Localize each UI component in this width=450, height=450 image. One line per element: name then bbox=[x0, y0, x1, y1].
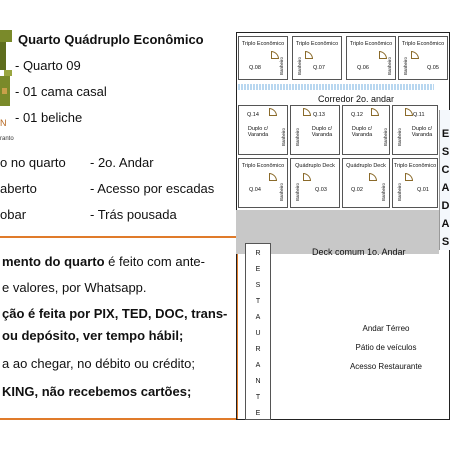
room-q11-bath: Banheiro bbox=[397, 128, 402, 147]
restaurant-letter: S bbox=[255, 282, 261, 289]
room-q06-name: Triplo Econômico bbox=[349, 41, 393, 47]
stairs-letter: S bbox=[441, 236, 450, 248]
door-icon bbox=[269, 108, 277, 116]
payment-line-5: a ao chegar, no débito ou crédito; bbox=[2, 356, 195, 371]
room-q03 bbox=[290, 158, 340, 208]
restaurant-letter: N bbox=[255, 378, 261, 385]
deck-label: Deck comum 1o. Andar bbox=[312, 247, 406, 257]
room-q08 bbox=[238, 36, 288, 80]
room-q02-name: Quádruplo Deck bbox=[346, 163, 386, 169]
payment-line-1-rest: é feito com ante- bbox=[104, 254, 205, 269]
room-q13 bbox=[290, 105, 340, 155]
payment-info-box bbox=[0, 236, 238, 420]
stairs-letter: D bbox=[441, 200, 450, 212]
restaurant-letter: R bbox=[255, 250, 261, 257]
stairs-letter: A bbox=[441, 182, 450, 194]
room-q06-bath: Banheiro bbox=[387, 57, 392, 76]
room-q04-name: Triplo Econômico bbox=[241, 163, 285, 169]
payment-line-3: ção é feita por PIX, TED, DOC, trans- bbox=[2, 306, 228, 321]
door-icon bbox=[305, 51, 313, 59]
stairs-letter: S bbox=[441, 146, 450, 158]
logo-letter: N bbox=[0, 118, 7, 128]
room-q04-bath: Banheiro bbox=[279, 183, 284, 202]
room-q11-number: Q.11 bbox=[413, 112, 425, 118]
restaurant-letter: A bbox=[255, 314, 261, 321]
room-q04-number: Q.04 bbox=[249, 187, 261, 193]
stairs-letter: E bbox=[441, 128, 450, 140]
feature-stairs-access: - Acesso por escadas bbox=[90, 181, 215, 196]
room-q05 bbox=[398, 36, 448, 80]
pousada-logo bbox=[0, 30, 14, 128]
door-icon bbox=[405, 173, 413, 181]
feature-left-3: obar bbox=[0, 207, 27, 222]
logo-tree-icon bbox=[0, 30, 14, 120]
room-q07-bath: Banheiro bbox=[297, 57, 302, 76]
room-q02-number: Q.02 bbox=[351, 187, 363, 193]
corridor-floor-strip bbox=[238, 84, 434, 90]
stairs-letter: C bbox=[441, 164, 450, 176]
logo-caption: ranto bbox=[0, 136, 14, 142]
restaurant-letter: T bbox=[255, 298, 261, 305]
restaurant-letter: A bbox=[255, 362, 261, 369]
room-q14 bbox=[238, 105, 288, 155]
door-icon bbox=[405, 108, 413, 116]
room-q05-bath: Banheiro bbox=[403, 57, 408, 76]
restaurant-access-label: Acesso Restaurante bbox=[349, 362, 423, 371]
ground-floor-label: Andar Térreo bbox=[362, 324, 410, 333]
door-icon bbox=[303, 173, 311, 181]
room-q02-bath: Banheiro bbox=[381, 183, 386, 202]
restaurant-box bbox=[245, 243, 271, 420]
room-q14-name: Duplo c/ Varanda bbox=[247, 126, 269, 138]
room-q12 bbox=[342, 105, 390, 155]
room-q03-bath: Banheiro bbox=[295, 183, 300, 202]
room-q13-number: Q.13 bbox=[313, 112, 325, 118]
room-title: Quarto Quádruplo Econômico bbox=[18, 32, 204, 47]
room-q08-bath: Banheiro bbox=[279, 57, 284, 76]
room-q14-bath: Banheiro bbox=[281, 128, 286, 147]
room-number-line: - Quarto 09 bbox=[15, 58, 81, 73]
room-q13-name: Duplo c/ Varanda bbox=[311, 126, 333, 138]
room-q06 bbox=[346, 36, 396, 80]
restaurant-letter: E bbox=[255, 266, 261, 273]
room-q08-name: Triplo Econômico bbox=[241, 41, 285, 47]
room-q01-name: Triplo Econômico bbox=[393, 163, 437, 169]
door-icon bbox=[369, 173, 377, 181]
room-q02 bbox=[342, 158, 390, 208]
payment-line-4: ou depósito, ver tempo hábil; bbox=[2, 328, 184, 343]
room-q07 bbox=[292, 36, 342, 80]
restaurant-letter: E bbox=[255, 410, 261, 417]
door-icon bbox=[379, 51, 387, 59]
room-q03-number: Q.03 bbox=[315, 187, 327, 193]
room-q11-name: Duplo c/ Varanda bbox=[411, 126, 433, 138]
room-q12-bath: Banheiro bbox=[383, 128, 388, 147]
door-icon bbox=[269, 173, 277, 181]
payment-line-1 bbox=[2, 254, 205, 269]
room-q06-number: Q.06 bbox=[357, 65, 369, 71]
feature-left-2: aberto bbox=[0, 181, 37, 196]
floor-plan bbox=[236, 32, 450, 420]
door-icon bbox=[303, 108, 311, 116]
room-q01-bath: Banheiro bbox=[397, 183, 402, 202]
room-q04 bbox=[238, 158, 288, 208]
corridor-label: Corredor 2o. andar bbox=[318, 94, 395, 104]
vehicle-yard-label: Pátio de veículos bbox=[355, 343, 417, 352]
room-bunk-line: - 01 beliche bbox=[15, 110, 83, 125]
room-bed-line: - 01 cama casal bbox=[15, 84, 107, 99]
room-q05-number: Q.05 bbox=[427, 65, 439, 71]
room-q11 bbox=[392, 105, 438, 155]
payment-line-6: KING, não recebemos cartões; bbox=[2, 384, 192, 399]
door-icon bbox=[411, 51, 419, 59]
restaurant-letter: T bbox=[255, 394, 261, 401]
restaurant-letter: R bbox=[255, 346, 261, 353]
feature-location: - Trás pousada bbox=[90, 207, 177, 222]
room-q14-number: Q.14 bbox=[247, 112, 259, 118]
room-q12-name: Duplo c/ Varanda bbox=[351, 126, 373, 138]
room-q07-name: Triplo Econômico bbox=[295, 41, 339, 47]
payment-line-1-bold: mento do quarto bbox=[2, 254, 105, 269]
room-q08-number: Q.08 bbox=[249, 65, 261, 71]
room-q01-number: Q.01 bbox=[417, 187, 429, 193]
feature-floor: - 2o. Andar bbox=[90, 155, 154, 170]
room-q12-number: Q.12 bbox=[351, 112, 363, 118]
door-icon bbox=[371, 108, 379, 116]
room-q13-bath: Banheiro bbox=[295, 128, 300, 147]
room-q03-name: Quádruplo Deck bbox=[295, 163, 335, 169]
room-q01 bbox=[392, 158, 438, 208]
payment-line-2: e valores, por Whatsapp. bbox=[2, 280, 147, 295]
door-icon bbox=[271, 51, 279, 59]
room-q05-name: Triplo Econômico bbox=[401, 41, 445, 47]
restaurant-letter: U bbox=[255, 330, 261, 337]
feature-left-1: o no quarto bbox=[0, 155, 66, 170]
stairs-letter: A bbox=[441, 218, 450, 230]
room-q07-number: Q.07 bbox=[313, 65, 325, 71]
